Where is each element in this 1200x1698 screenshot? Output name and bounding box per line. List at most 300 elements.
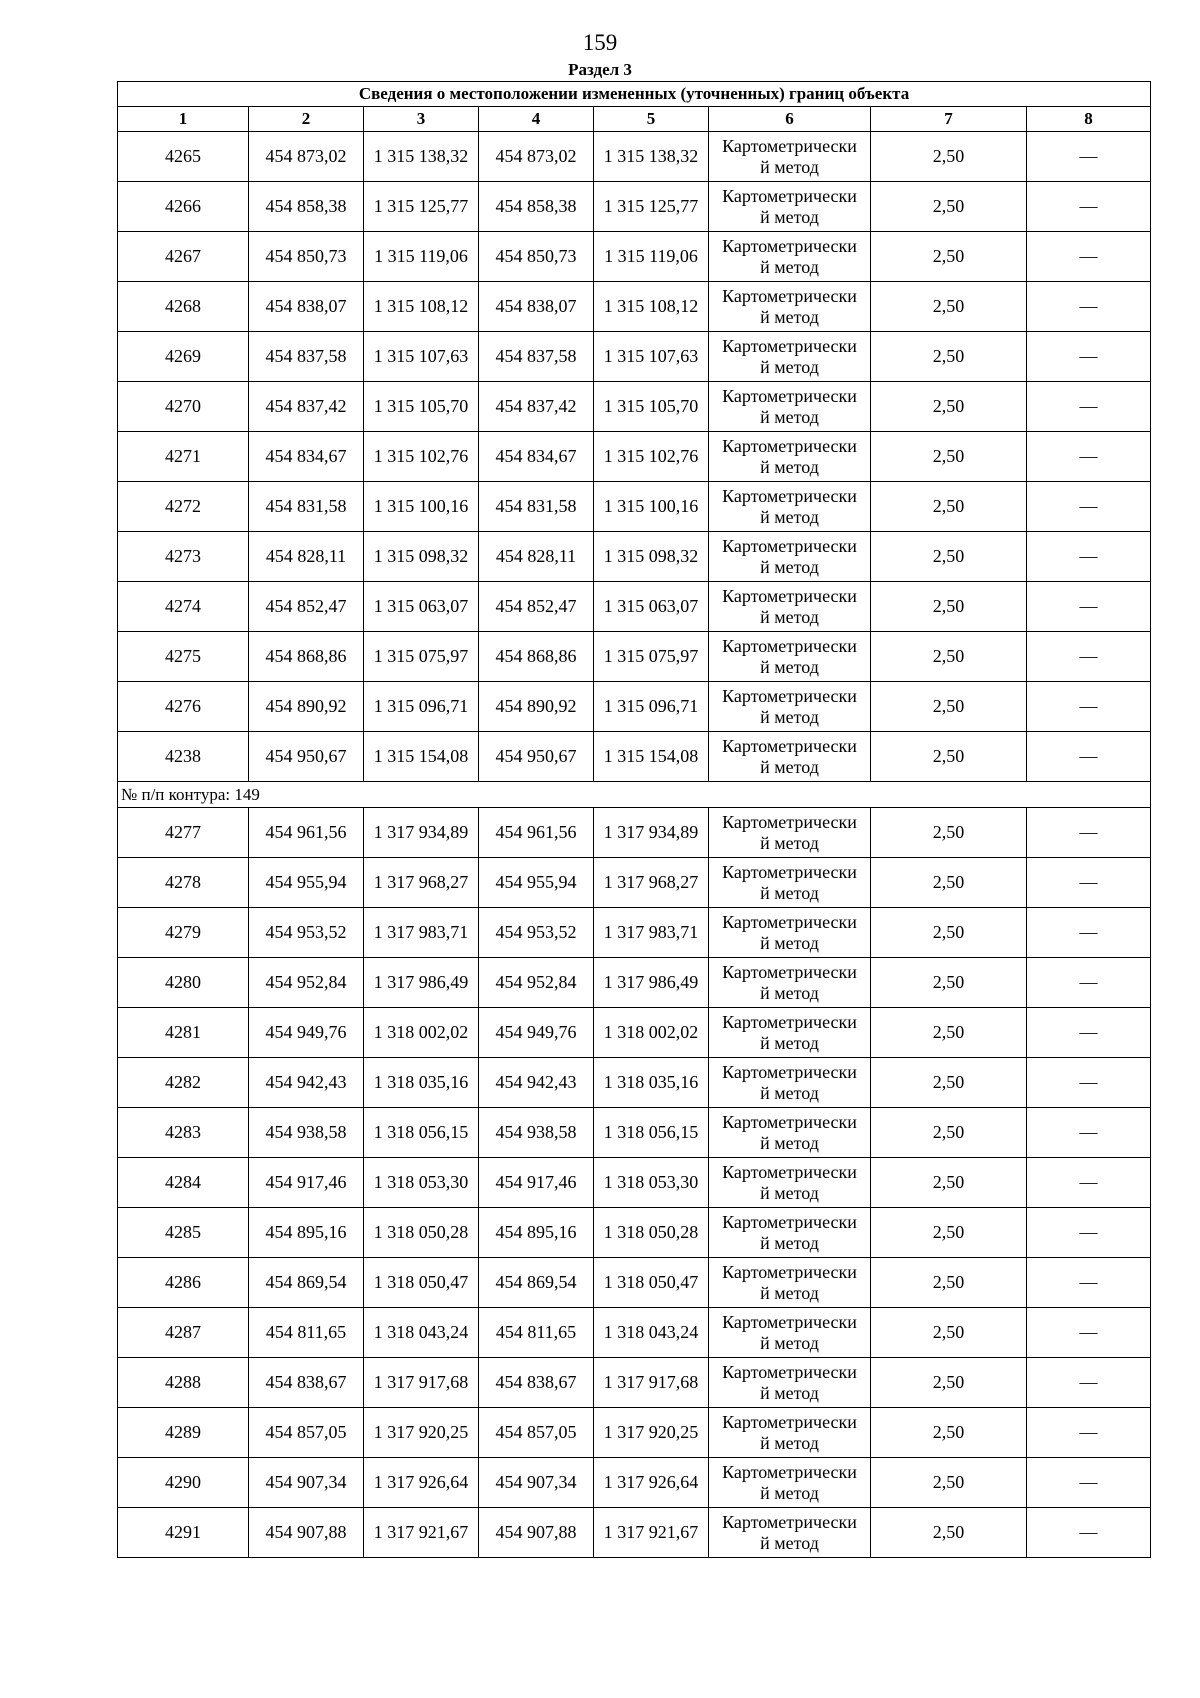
y-refined-cell: 1 317 917,68	[594, 1358, 709, 1408]
table-row	[118, 1258, 1151, 1308]
method-cell	[709, 382, 871, 432]
description-cell: —	[1027, 132, 1151, 182]
accuracy-cell: 2,50	[871, 732, 1027, 782]
description-cell: —	[1027, 908, 1151, 958]
table-row	[118, 1008, 1151, 1058]
x-refined-cell: 454 907,88	[479, 1508, 594, 1558]
table-row	[118, 732, 1151, 782]
method-line: Картометрически	[722, 1161, 857, 1182]
accuracy-cell: 2,50	[871, 858, 1027, 908]
x-coordinate-cell: 454 852,47	[249, 582, 364, 632]
method-cell	[709, 1208, 871, 1258]
x-refined-cell: 454 952,84	[479, 958, 594, 1008]
method-line: Картометрически	[722, 185, 857, 206]
method-line: й метод	[760, 1382, 819, 1403]
column-number-row	[118, 107, 1151, 132]
accuracy-cell: 2,50	[871, 382, 1027, 432]
method-line: й метод	[760, 982, 819, 1003]
x-refined-cell: 454 858,38	[479, 182, 594, 232]
x-coordinate-cell: 454 837,42	[249, 382, 364, 432]
y-coordinate-cell: 1 315 119,06	[364, 232, 479, 282]
description-cell: —	[1027, 432, 1151, 482]
y-coordinate-cell: 1 318 056,15	[364, 1108, 479, 1158]
accuracy-cell: 2,50	[871, 1308, 1027, 1358]
y-refined-cell: 1 315 098,32	[594, 532, 709, 582]
table-row	[118, 1458, 1151, 1508]
x-refined-cell: 454 890,92	[479, 682, 594, 732]
x-coordinate-cell: 454 949,76	[249, 1008, 364, 1058]
description-cell: —	[1027, 182, 1151, 232]
x-coordinate-cell: 454 868,86	[249, 632, 364, 682]
method-line: Картометрически	[722, 435, 857, 456]
method-cell	[709, 1358, 871, 1408]
x-coordinate-cell: 454 952,84	[249, 958, 364, 1008]
method-cell	[709, 1058, 871, 1108]
method-cell	[709, 332, 871, 382]
point-number-cell: 4265	[118, 132, 249, 182]
point-number-cell: 4266	[118, 182, 249, 232]
accuracy-cell: 2,50	[871, 1108, 1027, 1158]
accuracy-cell: 2,50	[871, 182, 1027, 232]
y-coordinate-cell: 1 315 107,63	[364, 332, 479, 382]
method-line: Картометрически	[722, 961, 857, 982]
method-line: Картометрически	[722, 585, 857, 606]
description-cell: —	[1027, 1058, 1151, 1108]
y-coordinate-cell: 1 318 043,24	[364, 1308, 479, 1358]
method-line: й метод	[760, 1232, 819, 1253]
method-line: й метод	[760, 882, 819, 903]
x-coordinate-cell: 454 838,67	[249, 1358, 364, 1408]
method-cell	[709, 1308, 871, 1358]
method-cell	[709, 1258, 871, 1308]
y-refined-cell: 1 318 050,28	[594, 1208, 709, 1258]
x-refined-cell: 454 950,67	[479, 732, 594, 782]
point-number-cell: 4270	[118, 382, 249, 432]
method-line: й метод	[760, 706, 819, 727]
y-refined-cell: 1 315 138,32	[594, 132, 709, 182]
table-row	[118, 1308, 1151, 1358]
x-coordinate-cell: 454 950,67	[249, 732, 364, 782]
method-line: й метод	[760, 656, 819, 677]
description-cell: —	[1027, 1108, 1151, 1158]
description-cell: —	[1027, 808, 1151, 858]
x-refined-cell: 454 834,67	[479, 432, 594, 482]
x-refined-cell: 454 850,73	[479, 232, 594, 282]
x-coordinate-cell: 454 850,73	[249, 232, 364, 282]
method-line: Картометрически	[722, 135, 857, 156]
x-refined-cell: 454 961,56	[479, 808, 594, 858]
point-number-cell: 4278	[118, 858, 249, 908]
table-row	[118, 1058, 1151, 1108]
table-row	[118, 1508, 1151, 1558]
y-refined-cell: 1 317 926,64	[594, 1458, 709, 1508]
x-coordinate-cell: 454 838,07	[249, 282, 364, 332]
accuracy-cell: 2,50	[871, 632, 1027, 682]
y-refined-cell: 1 318 053,30	[594, 1158, 709, 1208]
method-line: й метод	[760, 206, 819, 227]
y-coordinate-cell: 1 318 053,30	[364, 1158, 479, 1208]
method-line: й метод	[760, 1082, 819, 1103]
x-refined-cell: 454 828,11	[479, 532, 594, 582]
table-row	[118, 1208, 1151, 1258]
method-line: й метод	[760, 1182, 819, 1203]
y-coordinate-cell: 1 315 100,16	[364, 482, 479, 532]
method-line: й метод	[760, 1132, 819, 1153]
x-coordinate-cell: 454 938,58	[249, 1108, 364, 1158]
method-cell	[709, 1508, 871, 1558]
table-row	[118, 582, 1151, 632]
method-line: й метод	[760, 756, 819, 777]
x-refined-cell: 454 953,52	[479, 908, 594, 958]
x-refined-cell: 454 938,58	[479, 1108, 594, 1158]
y-refined-cell: 1 317 968,27	[594, 858, 709, 908]
method-line: й метод	[760, 156, 819, 177]
x-coordinate-cell: 454 953,52	[249, 908, 364, 958]
y-coordinate-cell: 1 315 096,71	[364, 682, 479, 732]
x-coordinate-cell: 454 955,94	[249, 858, 364, 908]
method-cell	[709, 182, 871, 232]
y-coordinate-cell: 1 318 050,47	[364, 1258, 479, 1308]
x-refined-cell: 454 917,46	[479, 1158, 594, 1208]
method-line: Картометрически	[722, 1211, 857, 1232]
y-refined-cell: 1 317 920,25	[594, 1408, 709, 1458]
method-line: Картометрически	[722, 1511, 857, 1532]
method-line: й метод	[760, 606, 819, 627]
method-line: й метод	[760, 456, 819, 477]
point-number-cell: 4286	[118, 1258, 249, 1308]
accuracy-cell: 2,50	[871, 1408, 1027, 1458]
point-number-cell: 4289	[118, 1408, 249, 1458]
column-number: 4	[479, 107, 594, 132]
x-coordinate-cell: 454 895,16	[249, 1208, 364, 1258]
y-refined-cell: 1 317 921,67	[594, 1508, 709, 1558]
method-line: Картометрически	[722, 911, 857, 932]
accuracy-cell: 2,50	[871, 808, 1027, 858]
y-coordinate-cell: 1 317 920,25	[364, 1408, 479, 1458]
point-number-cell: 4274	[118, 582, 249, 632]
description-cell: —	[1027, 1208, 1151, 1258]
table-row	[118, 958, 1151, 1008]
method-cell	[709, 1158, 871, 1208]
method-cell	[709, 958, 871, 1008]
x-refined-cell: 454 852,47	[479, 582, 594, 632]
method-line: Картометрически	[722, 635, 857, 656]
method-line: Картометрически	[722, 385, 857, 406]
y-refined-cell: 1 318 043,24	[594, 1308, 709, 1358]
y-refined-cell: 1 315 108,12	[594, 282, 709, 332]
table-row	[118, 1408, 1151, 1458]
table-row	[118, 432, 1151, 482]
page-number: 159	[582, 30, 618, 55]
point-number-cell: 4238	[118, 732, 249, 782]
accuracy-cell: 2,50	[871, 1008, 1027, 1058]
description-cell: —	[1027, 582, 1151, 632]
table-row	[118, 382, 1151, 432]
method-line: Картометрически	[722, 1011, 857, 1032]
y-refined-cell: 1 318 035,16	[594, 1058, 709, 1108]
y-refined-cell: 1 315 102,76	[594, 432, 709, 482]
method-line: Картометрически	[722, 485, 857, 506]
y-coordinate-cell: 1 318 050,28	[364, 1208, 479, 1258]
y-coordinate-cell: 1 317 926,64	[364, 1458, 479, 1508]
method-line: Картометрически	[722, 1061, 857, 1082]
method-line: Картометрически	[722, 1311, 857, 1332]
description-cell: —	[1027, 1508, 1151, 1558]
method-cell	[709, 232, 871, 282]
x-refined-cell: 454 838,67	[479, 1358, 594, 1408]
x-coordinate-cell: 454 907,34	[249, 1458, 364, 1508]
y-coordinate-cell: 1 318 035,16	[364, 1058, 479, 1108]
y-coordinate-cell: 1 317 983,71	[364, 908, 479, 958]
y-coordinate-cell: 1 315 105,70	[364, 382, 479, 432]
point-number-cell: 4284	[118, 1158, 249, 1208]
y-refined-cell: 1 317 986,49	[594, 958, 709, 1008]
table-row	[118, 532, 1151, 582]
point-number-cell: 4269	[118, 332, 249, 382]
method-line: й метод	[760, 256, 819, 277]
y-coordinate-cell: 1 315 154,08	[364, 732, 479, 782]
accuracy-cell: 2,50	[871, 132, 1027, 182]
method-cell	[709, 1458, 871, 1508]
point-number-cell: 4287	[118, 1308, 249, 1358]
x-coordinate-cell: 454 869,54	[249, 1258, 364, 1308]
x-refined-cell: 454 837,58	[479, 332, 594, 382]
accuracy-cell: 2,50	[871, 1358, 1027, 1408]
table-row	[118, 1108, 1151, 1158]
y-refined-cell: 1 318 050,47	[594, 1258, 709, 1308]
description-cell: —	[1027, 1008, 1151, 1058]
accuracy-cell: 2,50	[871, 232, 1027, 282]
point-number-cell: 4281	[118, 1008, 249, 1058]
point-number-cell: 4280	[118, 958, 249, 1008]
accuracy-cell: 2,50	[871, 908, 1027, 958]
method-line: й метод	[760, 1032, 819, 1053]
point-number-cell: 4282	[118, 1058, 249, 1108]
x-refined-cell: 454 907,34	[479, 1458, 594, 1508]
y-coordinate-cell: 1 315 075,97	[364, 632, 479, 682]
table-row	[118, 908, 1151, 958]
x-coordinate-cell: 454 917,46	[249, 1158, 364, 1208]
method-cell	[709, 482, 871, 532]
y-refined-cell: 1 318 002,02	[594, 1008, 709, 1058]
point-number-cell: 4272	[118, 482, 249, 532]
y-coordinate-cell: 1 317 968,27	[364, 858, 479, 908]
accuracy-cell: 2,50	[871, 1258, 1027, 1308]
y-refined-cell: 1 318 056,15	[594, 1108, 709, 1158]
point-number-cell: 4291	[118, 1508, 249, 1558]
x-refined-cell: 454 831,58	[479, 482, 594, 532]
table-row	[118, 632, 1151, 682]
x-coordinate-cell: 454 811,65	[249, 1308, 364, 1358]
x-coordinate-cell: 454 907,88	[249, 1508, 364, 1558]
x-refined-cell: 454 837,42	[479, 382, 594, 432]
y-refined-cell: 1 315 105,70	[594, 382, 709, 432]
y-refined-cell: 1 315 154,08	[594, 732, 709, 782]
contour-label: № п/п контура: 149	[118, 782, 1151, 808]
x-refined-cell: 454 811,65	[479, 1308, 594, 1358]
x-coordinate-cell: 454 834,67	[249, 432, 364, 482]
y-refined-cell: 1 315 125,77	[594, 182, 709, 232]
accuracy-cell: 2,50	[871, 432, 1027, 482]
x-coordinate-cell: 454 961,56	[249, 808, 364, 858]
y-coordinate-cell: 1 317 986,49	[364, 958, 479, 1008]
y-coordinate-cell: 1 315 098,32	[364, 532, 479, 582]
point-number-cell: 4288	[118, 1358, 249, 1408]
y-refined-cell: 1 315 119,06	[594, 232, 709, 282]
description-cell: —	[1027, 532, 1151, 582]
description-cell: —	[1027, 382, 1151, 432]
method-cell	[709, 632, 871, 682]
column-number: 2	[249, 107, 364, 132]
y-coordinate-cell: 1 317 921,67	[364, 1508, 479, 1558]
method-line: й метод	[760, 306, 819, 327]
y-refined-cell: 1 315 096,71	[594, 682, 709, 732]
accuracy-cell: 2,50	[871, 1458, 1027, 1508]
description-cell: —	[1027, 1458, 1151, 1508]
accuracy-cell: 2,50	[871, 332, 1027, 382]
table-row	[118, 1158, 1151, 1208]
method-line: Картометрически	[722, 1461, 857, 1482]
table-title: Сведения о местоположении измененных (уточненных) границ объекта	[118, 82, 1151, 107]
column-number: 8	[1027, 107, 1151, 132]
point-number-cell: 4277	[118, 808, 249, 858]
method-cell	[709, 282, 871, 332]
section-title: Раздел 3	[568, 60, 632, 79]
method-line: й метод	[760, 506, 819, 527]
method-cell	[709, 1408, 871, 1458]
method-line: Картометрически	[722, 235, 857, 256]
x-refined-cell: 454 942,43	[479, 1058, 594, 1108]
point-number-cell: 4276	[118, 682, 249, 732]
y-coordinate-cell: 1 315 102,76	[364, 432, 479, 482]
method-cell	[709, 682, 871, 732]
table-row	[118, 232, 1151, 282]
accuracy-cell: 2,50	[871, 682, 1027, 732]
description-cell: —	[1027, 1158, 1151, 1208]
method-cell	[709, 858, 871, 908]
method-line: й метод	[760, 556, 819, 577]
y-refined-cell: 1 315 100,16	[594, 482, 709, 532]
table-row	[118, 132, 1151, 182]
description-cell: —	[1027, 1308, 1151, 1358]
y-coordinate-cell: 1 318 002,02	[364, 1008, 479, 1058]
accuracy-cell: 2,50	[871, 1058, 1027, 1108]
table-row	[118, 482, 1151, 532]
accuracy-cell: 2,50	[871, 1158, 1027, 1208]
column-number: 6	[709, 107, 871, 132]
y-coordinate-cell: 1 315 138,32	[364, 132, 479, 182]
y-refined-cell: 1 317 934,89	[594, 808, 709, 858]
x-coordinate-cell: 454 873,02	[249, 132, 364, 182]
method-line: й метод	[760, 1432, 819, 1453]
x-coordinate-cell: 454 837,58	[249, 332, 364, 382]
y-coordinate-cell: 1 315 063,07	[364, 582, 479, 632]
method-cell	[709, 808, 871, 858]
method-cell	[709, 132, 871, 182]
point-number-cell: 4279	[118, 908, 249, 958]
point-number-cell: 4285	[118, 1208, 249, 1258]
method-line: Картометрически	[722, 1411, 857, 1432]
column-number: 3	[364, 107, 479, 132]
accuracy-cell: 2,50	[871, 282, 1027, 332]
method-line: Картометрически	[722, 285, 857, 306]
x-coordinate-cell: 454 828,11	[249, 532, 364, 582]
method-line: й метод	[760, 832, 819, 853]
method-line: Картометрически	[722, 1261, 857, 1282]
x-refined-cell: 454 857,05	[479, 1408, 594, 1458]
x-refined-cell: 454 895,16	[479, 1208, 594, 1258]
x-refined-cell: 454 873,02	[479, 132, 594, 182]
method-line: Картометрически	[722, 335, 857, 356]
accuracy-cell: 2,50	[871, 958, 1027, 1008]
description-cell: —	[1027, 682, 1151, 732]
y-coordinate-cell: 1 315 125,77	[364, 182, 479, 232]
y-refined-cell: 1 315 063,07	[594, 582, 709, 632]
method-cell	[709, 1108, 871, 1158]
method-cell	[709, 532, 871, 582]
column-number: 5	[594, 107, 709, 132]
table-row	[118, 182, 1151, 232]
table-row	[118, 808, 1151, 858]
point-number-cell: 4267	[118, 232, 249, 282]
method-cell	[709, 582, 871, 632]
point-number-cell: 4271	[118, 432, 249, 482]
y-coordinate-cell: 1 317 917,68	[364, 1358, 479, 1408]
table-row	[118, 682, 1151, 732]
accuracy-cell: 2,50	[871, 1208, 1027, 1258]
description-cell: —	[1027, 232, 1151, 282]
x-coordinate-cell: 454 942,43	[249, 1058, 364, 1108]
method-line: й метод	[760, 932, 819, 953]
column-number: 7	[871, 107, 1027, 132]
y-refined-cell: 1 317 983,71	[594, 908, 709, 958]
table-row	[118, 1358, 1151, 1408]
method-cell	[709, 1008, 871, 1058]
table-row	[118, 282, 1151, 332]
x-refined-cell: 454 949,76	[479, 1008, 594, 1058]
description-cell: —	[1027, 1258, 1151, 1308]
method-line: й метод	[760, 1532, 819, 1553]
table-row	[118, 858, 1151, 908]
x-coordinate-cell: 454 831,58	[249, 482, 364, 532]
method-line: й метод	[760, 356, 819, 377]
method-line: й метод	[760, 406, 819, 427]
description-cell: —	[1027, 282, 1151, 332]
accuracy-cell: 2,50	[871, 1508, 1027, 1558]
x-coordinate-cell: 454 858,38	[249, 182, 364, 232]
method-line: Картометрически	[722, 1111, 857, 1132]
method-line: Картометрически	[722, 1361, 857, 1382]
accuracy-cell: 2,50	[871, 582, 1027, 632]
boundary-table	[117, 81, 1151, 1558]
table-row	[118, 332, 1151, 382]
y-coordinate-cell: 1 317 934,89	[364, 808, 479, 858]
method-cell	[709, 732, 871, 782]
point-number-cell: 4290	[118, 1458, 249, 1508]
x-coordinate-cell: 454 857,05	[249, 1408, 364, 1458]
description-cell: —	[1027, 1408, 1151, 1458]
column-number: 1	[118, 107, 249, 132]
point-number-cell: 4275	[118, 632, 249, 682]
description-cell: —	[1027, 482, 1151, 532]
method-cell	[709, 432, 871, 482]
x-coordinate-cell: 454 890,92	[249, 682, 364, 732]
description-cell: —	[1027, 1358, 1151, 1408]
description-cell: —	[1027, 958, 1151, 1008]
method-line: й метод	[760, 1482, 819, 1503]
method-line: й метод	[760, 1282, 819, 1303]
y-coordinate-cell: 1 315 108,12	[364, 282, 479, 332]
